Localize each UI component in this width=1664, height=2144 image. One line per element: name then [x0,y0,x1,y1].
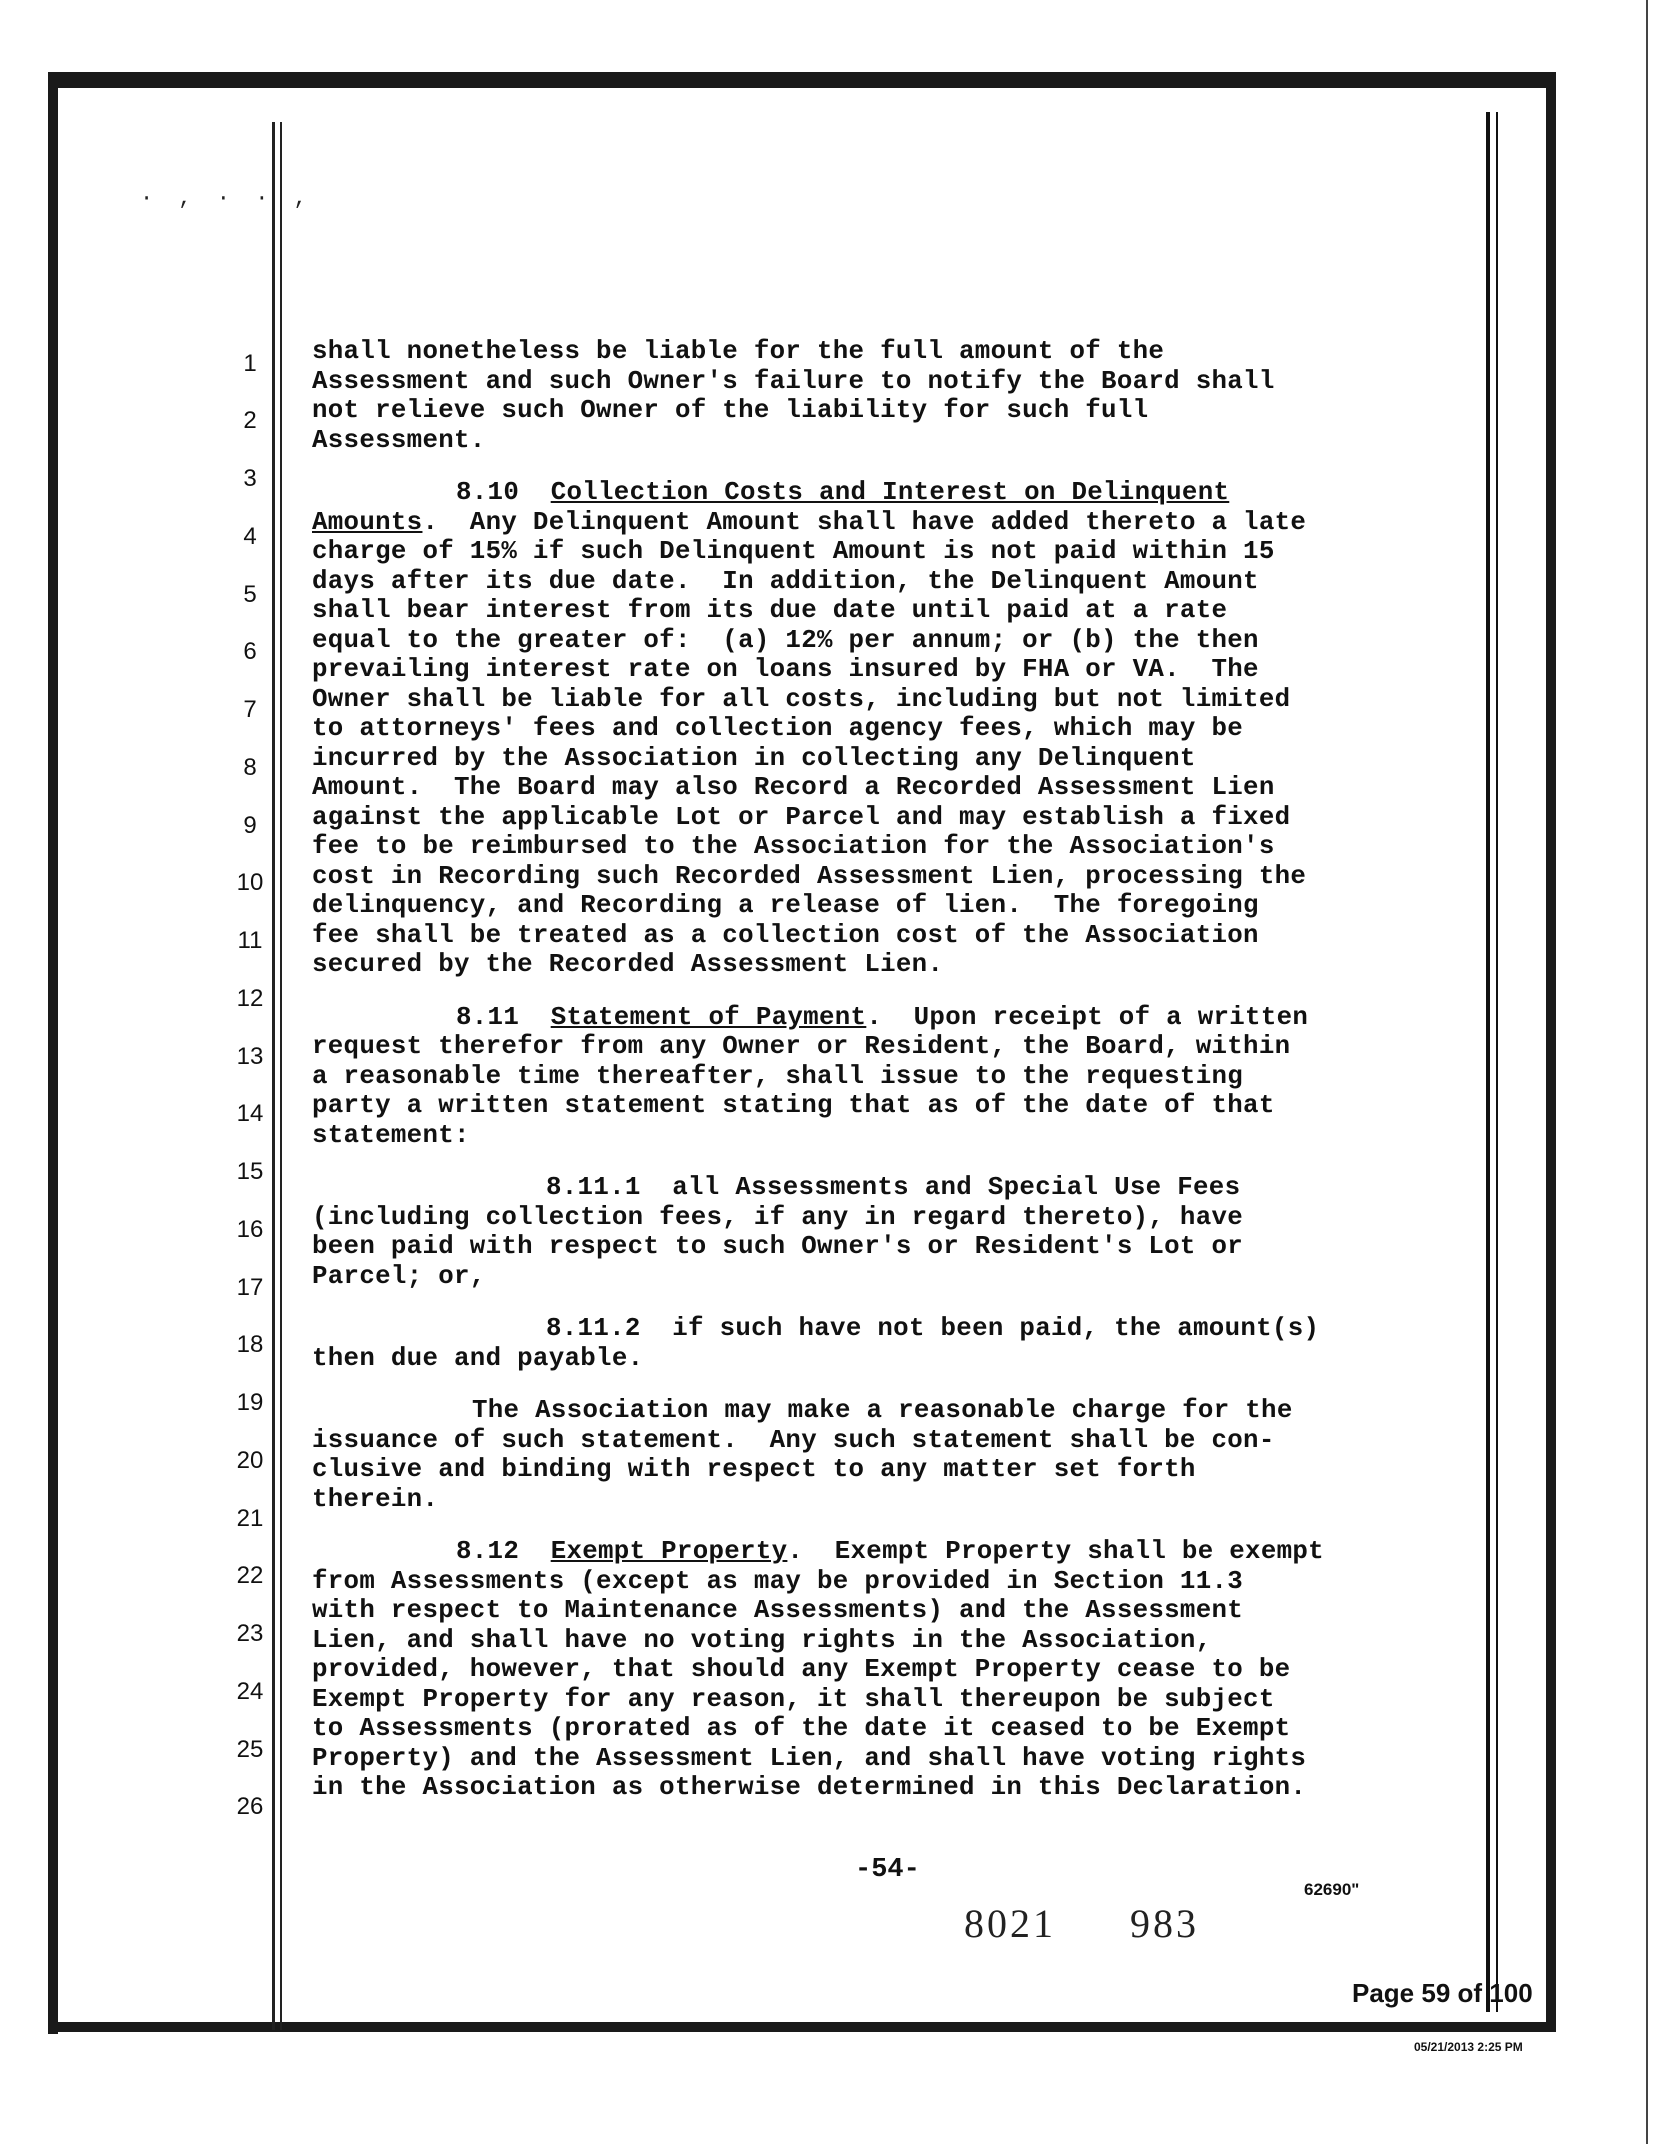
left-margin-rule-inner [280,122,282,2030]
page-of-indicator: Page 59 of 100 [1352,1978,1533,2008]
reasonable-charge-paragraph [312,1396,1476,1514]
margin-specks: · , · · , [140,186,313,211]
section-number: 8.11 [456,1002,520,1032]
page-number: -54- [855,1855,920,1885]
text-line: prevailing interest rate on loans insured by FHA or VA. The [312,655,1259,684]
text-line: Lien, and shall have no voting rights in the Association, [312,1625,1212,1655]
reference-code: 62690" [1304,1880,1360,1899]
line-number: 6 [243,638,257,665]
section-heading: Exempt Property [550,1537,788,1566]
text-line: with respect to Maintenance Assessments) and the Assessment [312,1596,1244,1625]
line-number: 7 [243,696,257,723]
line-number: 17 [236,1274,264,1301]
text-line: Amount. The Board may also Record a Recorded Assessment Lien [312,773,1275,802]
text-line: a reasonable time thereafter, shall issue to the requesting [312,1061,1244,1091]
continuation-paragraph [312,337,1476,455]
line-number: 23 [236,1620,264,1647]
scan-frame-top [48,72,1556,88]
text-line: Owner shall be liable for all costs, including but not limited [312,684,1291,714]
text-line: request therefor from any Owner or Resident, the Board, within [312,1032,1291,1061]
text-line: Property) and the Assessment Lien, and shall have voting rights [312,1743,1307,1773]
text-line: shall nonetheless be liable for the full amount of the [312,337,1165,366]
line-number: 19 [236,1389,264,1416]
section-heading-cont: Amounts [312,507,423,537]
text-line: Parcel; or, [312,1261,486,1291]
text-line: statement: [312,1120,470,1150]
scan-frame-left [48,72,58,2034]
section-8-10 [312,478,1476,980]
line-number: 15 [236,1158,264,1185]
left-margin-rule [272,122,275,2030]
text-line: provided, however, that should any Exempt Property cease to be [312,1655,1291,1684]
line-number: 13 [236,1043,264,1070]
section-number: 8.12 [456,1537,520,1566]
text-line: in the Association as otherwise determined in this Declaration. [312,1773,1307,1802]
stamp-book-number: 8021 [964,1901,1056,1946]
stamp-page-number: 983 [1130,1901,1199,1946]
text-line: charge of 15% if such Delinquent Amount is not paid within 15 [312,537,1275,566]
text-line: Assessment and such Owner's failure to notify the Board shall [312,366,1275,396]
text-line: party a written statement stating that as of the date of that [312,1091,1275,1120]
text-line: . Upon receipt of a written [866,1002,1309,1032]
line-number: 1 [243,350,257,377]
text-line: fee shall be treated as a collection cost of the Association [312,920,1259,950]
line-number: 16 [236,1216,264,1243]
line-number: 5 [243,581,257,608]
text-line: to Assessments (prorated as of the date it ceased to be Exempt [312,1714,1291,1743]
line-number: 12 [236,985,264,1012]
text-line: cost in Recording such Recorded Assessment Lien, processing the [312,861,1307,891]
text-line: to attorneys' fees and collection agency fees, which may be [312,714,1244,743]
text-line: Exempt Property for any reason, it shall thereupon be subject [312,1684,1275,1714]
text-line: therein. [312,1484,439,1514]
line-number: 20 [236,1447,264,1474]
section-8-11-2 [312,1314,1476,1373]
scan-page-edge [1646,0,1648,2144]
right-margin-rule-inner [1496,112,1498,2012]
line-number: 22 [236,1562,264,1589]
text-line: clusive and binding with respect to any matter set forth [312,1455,1196,1484]
text-line: delinquency, and Recording a release of lien. The foregoing [312,891,1259,920]
text-line: from Assessments (except as may be provided in Section 11.3 [312,1566,1244,1596]
text-line: been paid with respect to such Owner's or Resident's Lot or [312,1232,1244,1261]
section-number: 8.10 [456,478,520,507]
section-8-12 [312,1537,1476,1803]
section-heading: Statement of Payment [550,1002,867,1032]
line-number: 10 [236,869,264,896]
line-number: 3 [243,465,257,492]
line-number: 26 [236,1793,264,1820]
text-line: fee to be reimbursed to the Association for the Association's [312,832,1275,861]
recording-stamp [964,1900,1199,1947]
line-number: 9 [243,812,257,839]
text-line: 8.11.2 if such have not been paid, the amount(s) [546,1314,1320,1343]
line-number: 11 [237,927,263,954]
text-line: then due and payable. [312,1343,644,1373]
scan-frame-right [1546,72,1556,2032]
line-number: 8 [243,754,257,781]
text-line: equal to the greater of: (a) 12% per annum; or (b) the then [312,625,1259,655]
text-line: not relieve such Owner of the liability for such full [312,396,1149,425]
section-8-11 [312,1003,1476,1151]
line-number: 14 [236,1100,264,1127]
line-number: 18 [236,1331,264,1358]
text-line: issuance of such statement. Any such statement shall be con- [312,1425,1275,1455]
line-number: 25 [236,1736,264,1763]
line-number: 4 [243,523,257,550]
text-line: . Any Delinquent Amount shall have added thereto a late [422,507,1307,537]
line-number: 2 [243,407,257,434]
line-number: 24 [236,1678,264,1705]
text-line: secured by the Recorded Assessment Lien. [312,950,944,979]
text-line: (including collection fees, if any in regard thereto), have [312,1202,1244,1232]
right-margin-rule [1486,112,1490,2012]
text-line: The Association may make a reasonable charge for the [472,1396,1293,1425]
text-line: Assessment. [312,425,486,455]
text-line: shall bear interest from its due date until paid at a rate [312,596,1228,625]
text-line: incurred by the Association in collecting any Delinquent [312,743,1196,773]
text-line: against the applicable Lot or Parcel and may establish a fixed [312,802,1291,832]
text-line: . Exempt Property shall be exempt [787,1537,1324,1566]
text-line: days after its due date. In addition, the Delinquent Amount [312,566,1259,596]
print-timestamp: 05/21/2013 2:25 PM [1414,2040,1523,2054]
text-line: 8.11.1 all Assessments and Special Use Fees [546,1173,1241,1202]
line-number: 21 [236,1505,264,1532]
section-8-11-1 [312,1173,1476,1291]
document-body [312,337,1476,1826]
section-heading: Collection Costs and Interest on Delinquent [550,478,1230,507]
